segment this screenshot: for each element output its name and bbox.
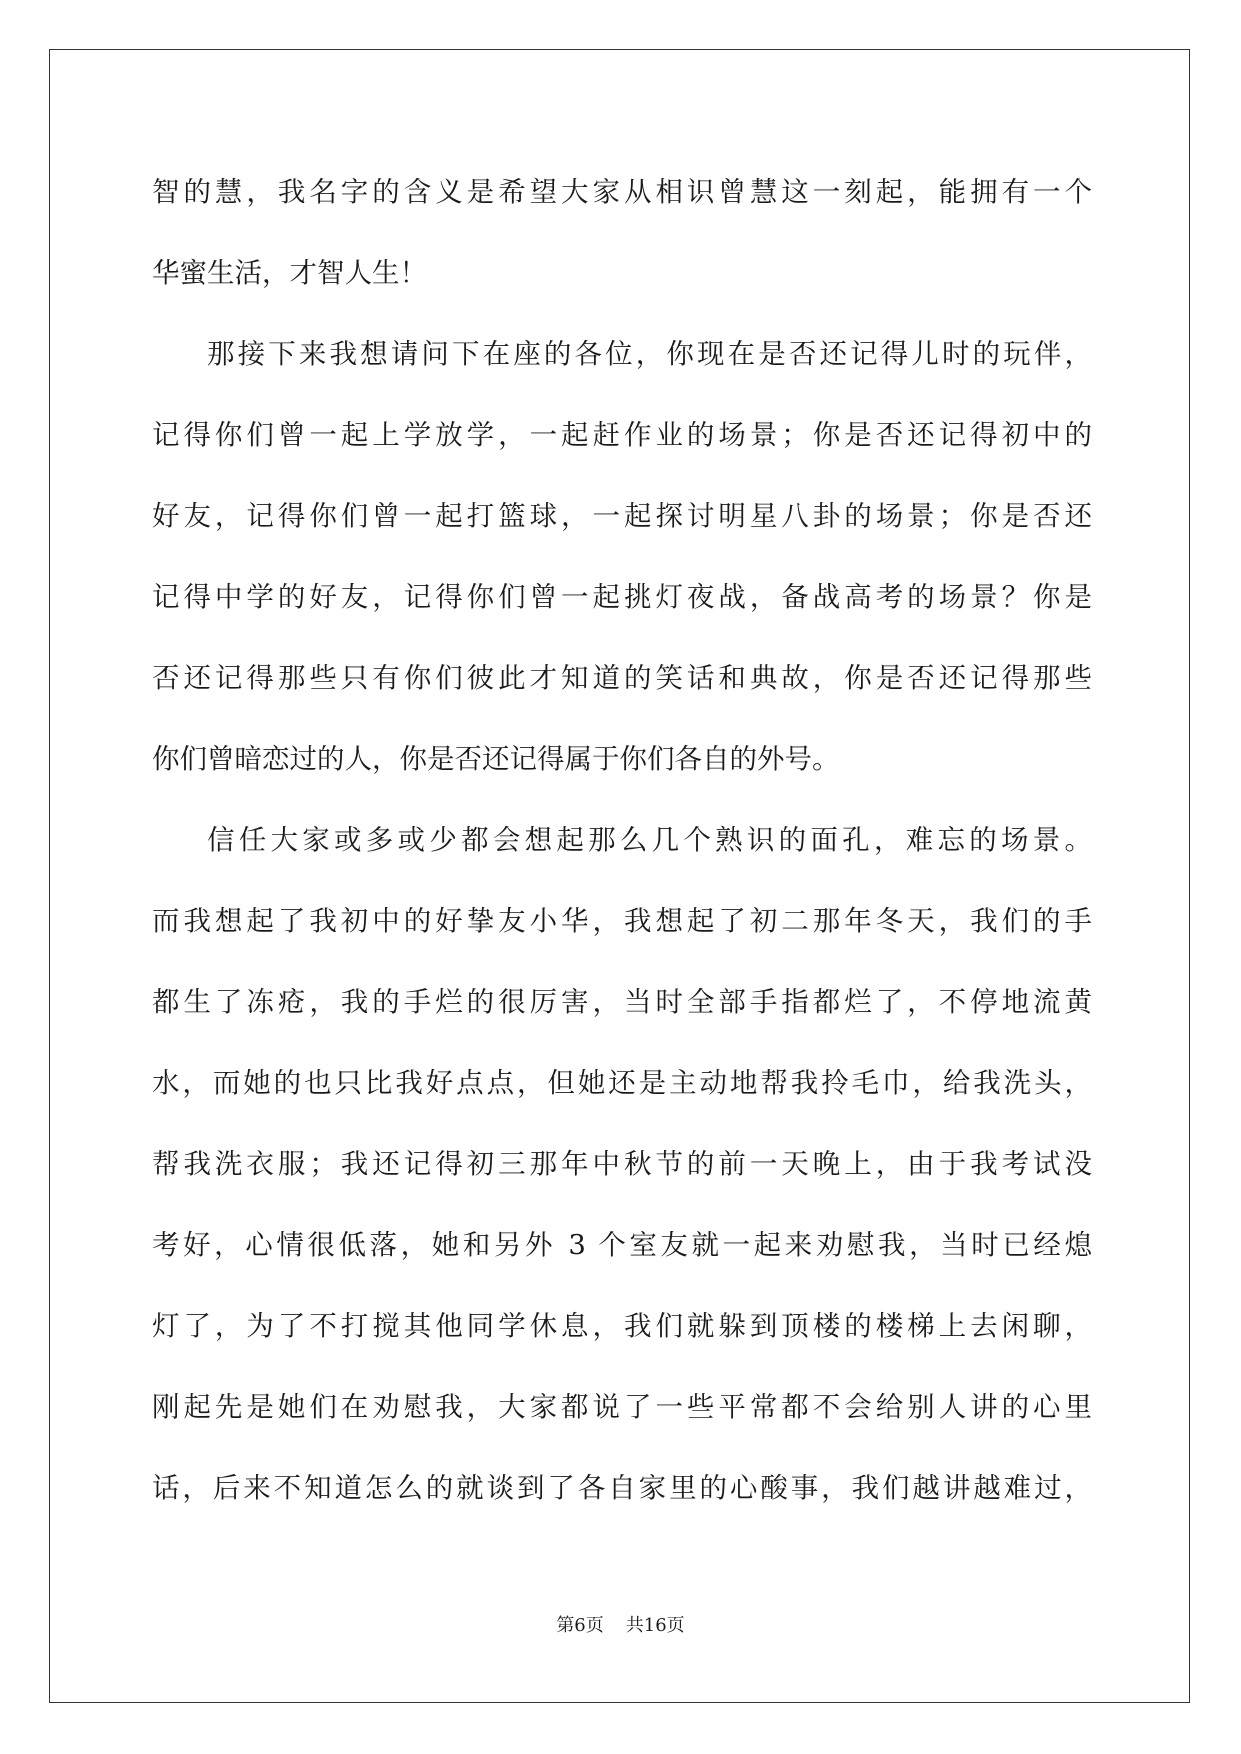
body-text xyxy=(152,152,1092,1529)
text-line: 话，后来不知道怎么的就谈到了各自家里的心酸事，我们越讲越难过， xyxy=(152,1472,1092,1504)
text-line: 而我想起了我初中的好挚友小华，我想起了初二那年冬天，我们的手 xyxy=(152,905,1092,937)
text-line: 水，而她的也只比我好点点，但她还是主动地帮我拎毛巾，给我洗头， xyxy=(152,1067,1092,1099)
text-line: 智的慧，我名字的含义是希望大家从相识曾慧这一刻起，能拥有一个 xyxy=(152,176,1092,208)
text-line: 华蜜生活，才智人生！ xyxy=(152,257,427,289)
text-line: 灯了，为了不打搅其他同学休息，我们就躲到顶楼的楼梯上去闲聊， xyxy=(152,1310,1092,1342)
text-line: 信任大家或多或少都会想起那么几个熟识的面孔，难忘的场景。 xyxy=(207,824,1092,856)
text-line: 都生了冻疮，我的手烂的很厉害，当时全部手指都烂了，不停地流黄 xyxy=(152,986,1092,1018)
text-line: 好友，记得你们曾一起打篮球，一起探讨明星八卦的场景；你是否还 xyxy=(152,500,1092,532)
text-line: 你们曾暗恋过的人，你是否还记得属于你们各自的外号。 xyxy=(152,743,840,775)
text-line: 记得中学的好友，记得你们曾一起挑灯夜战，备战高考的场景？你是 xyxy=(152,581,1092,613)
text-line: 记得你们曾一起上学放学，一起赶作业的场景；你是否还记得初中的 xyxy=(152,419,1092,451)
current-page-number: 第6页 xyxy=(556,1615,604,1636)
total-pages: 共16页 xyxy=(625,1615,685,1636)
text-line: 帮我洗衣服；我还记得初三那年中秋节的前一天晚上，由于我考试没 xyxy=(152,1148,1092,1180)
text-line: 考好，心情很低落，她和另外 3 个室友就一起来劝慰我，当时已经熄 xyxy=(152,1229,1092,1261)
text-line: 否还记得那些只有你们彼此才知道的笑话和典故，你是否还记得那些 xyxy=(152,662,1092,694)
text-line: 刚起先是她们在劝慰我，大家都说了一些平常都不会给别人讲的心里 xyxy=(152,1391,1092,1423)
page-footer xyxy=(0,1611,1241,1637)
text-line: 那接下来我想请问下在座的各位，你现在是否还记得儿时的玩伴， xyxy=(207,338,1092,370)
